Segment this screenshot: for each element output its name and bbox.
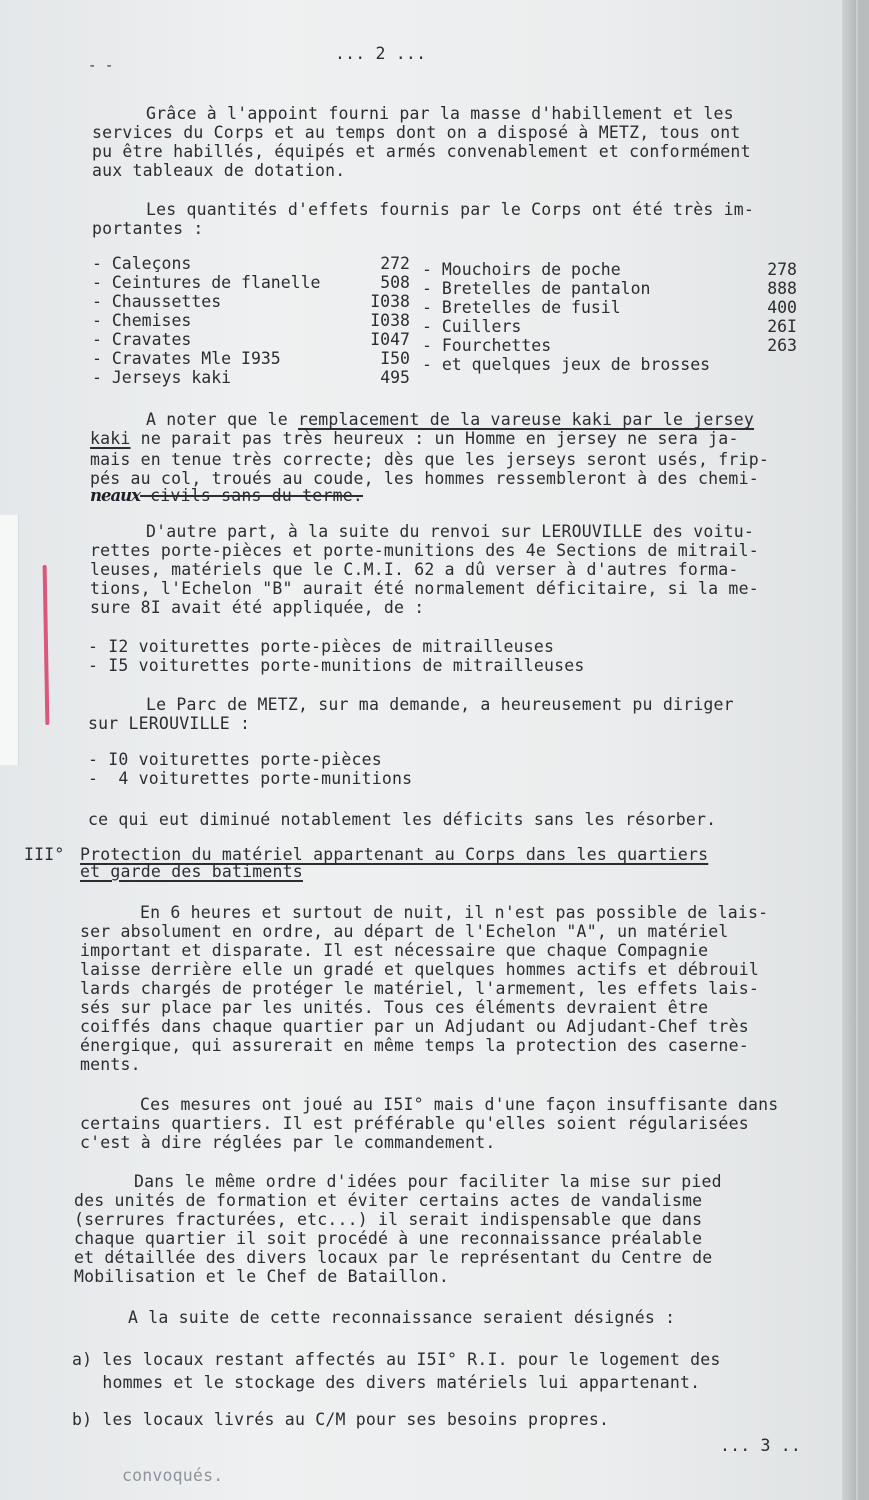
bleed-through-text: convoqués. — [122, 1466, 224, 1485]
page-header: ... 2 ... — [335, 44, 427, 63]
para9-line: (serrures fracturées, etc...) il serait indispensable que dans — [74, 1210, 703, 1229]
quantity-row: - Cravates I047 — [92, 330, 410, 349]
para3-line: kaki ne parait pas très heureux : un Homme en jersey ne sera ja- — [90, 429, 739, 448]
para7-line: ments. — [80, 1055, 141, 1074]
quantity-row: - Jerseys kaki 495 — [92, 368, 410, 387]
para8-line: certains quartiers. Il est préférable qu'elles soient régularisées — [80, 1114, 749, 1133]
margin-dash: - - — [88, 58, 114, 74]
para7-line: ser absolument en ordre, au départ de l'Echelon "A", un matériel — [80, 922, 729, 941]
para2-line: Les quantités d'effets fournis par le Corps ont été très im- — [146, 200, 755, 219]
para3-line: pés au col, troués au coude, les hommes ressembleront à des chemi- — [90, 469, 759, 488]
handwritten-correction: neaux — [90, 486, 141, 505]
para1-line: aux tableaux de dotation. — [92, 161, 346, 180]
section-title: Protection du matériel appartenant au Corps dans les quartiers — [80, 845, 709, 864]
section-number: III° — [24, 845, 65, 864]
quantity-row: - Ceintures de flanelle 508 — [92, 273, 410, 292]
quantity-row: - Chaussettes I038 — [92, 292, 410, 311]
para5-line: Le Parc de METZ, sur ma demande, a heureusement pu diriger — [146, 695, 734, 714]
red-margin-mark — [43, 565, 50, 725]
para2-line: portantes : — [92, 219, 204, 238]
quantity-row: - et quelques jeux de brosses — [422, 355, 711, 374]
para4-line: sure 8I avait été appliquée, de : — [90, 598, 425, 617]
quantity-row: - Fourchettes 263 — [422, 336, 797, 355]
para3-line: A noter que le remplacement de la vareuse kaki par le jersey — [146, 410, 755, 429]
para1-line: Grâce à l'appoint fourni par la masse d'habillement et les — [146, 104, 734, 123]
quantity-row: - Bretelles de pantalon 888 — [422, 279, 797, 298]
para4-line: tions, l'Echelon "B" aurait été normalement déficitaire, si la me- — [90, 579, 759, 598]
struck-text: civils sans du terme. — [140, 486, 363, 505]
quantities-list — [92, 254, 812, 394]
para8-line: Ces mesures ont joué au I5I° mais d'une façon insuffisante dans — [140, 1095, 779, 1114]
quantities-left-column — [92, 254, 412, 387]
quantity-row: - Cravates Mle I935 I50 — [92, 349, 410, 368]
para7-line: sés sur place par les unités. Tous ces éléments devraient être — [80, 998, 709, 1017]
list1-item: - I5 voiturettes porte-munitions de mitrailleuses — [88, 656, 585, 675]
list2-item: - 4 voiturettes porte-munitions — [88, 769, 413, 788]
quantity-row: - Chemises I038 — [92, 311, 410, 330]
para7-line: laisse derrière elle un gradé et quelques hommes actifs et débrouil — [80, 960, 759, 979]
quantity-row: - Caleçons 272 — [92, 254, 410, 273]
para1-line: services du Corps et au temps dont on a disposé à METZ, tous ont — [92, 123, 741, 142]
list1-item: - I2 voiturettes porte-pièces de mitrailleuses — [88, 637, 555, 656]
list2-item: - I0 voiturettes porte-pièces — [88, 750, 382, 769]
para6-line: ce qui eut diminué notablement les déficits sans les résorber. — [88, 810, 717, 829]
item-a-line: a) les locaux restant affectés au I5I° R.I. pour le logement des — [72, 1350, 721, 1369]
item-b-line: b) les locaux livrés au C/M pour ses besoins propres. — [72, 1410, 610, 1429]
para9-line: et détaillée des divers locaux par le représentant du Centre de — [74, 1248, 713, 1267]
binding-tape — [0, 515, 19, 765]
page-footer: ... 3 .. — [720, 1436, 802, 1455]
para7-line: coiffés dans chaque quartier par un Adjudant ou Adjudant-Chef très — [80, 1017, 749, 1036]
quantity-row: - Bretelles de fusil 400 — [422, 298, 797, 317]
para3-struck-line — [90, 486, 363, 505]
para7-line: énergique, qui assurerait en même temps la protection des caserne- — [80, 1036, 749, 1055]
para4-line: D'autre part, à la suite du renvoi sur LEROUVILLE des voitu- — [146, 522, 755, 541]
para3-line: mais en tenue très correcte; dès que les jerseys seront usés, frip- — [90, 450, 769, 469]
para4-line: leuses, matériels que le C.M.I. 62 a dû verser à d'autres forma- — [90, 560, 739, 579]
para7-line: lards chargés de protéger le matériel, l'armement, les effets lais- — [80, 979, 759, 998]
para9-line: Dans le même ordre d'idées pour faciliter la mise sur pied — [134, 1172, 722, 1191]
quantities-right-column — [422, 260, 822, 374]
para4-line: rettes porte-pièces et porte-munitions des 4e Sections de mitrail- — [90, 541, 759, 560]
para1-line: pu être habillés, équipés et armés convenablement et conformément — [92, 142, 751, 161]
page-edge-shadow — [842, 0, 856, 1500]
para10-line: A la suite de cette reconnaissance seraient désignés : — [128, 1308, 676, 1327]
quantity-row: - Mouchoirs de poche 278 — [422, 260, 797, 279]
para9-line: chaque quartier il soit procédé à une reconnaissance préalable — [74, 1229, 703, 1248]
quantity-row: - Cuillers 26I — [422, 317, 797, 336]
para5-line: sur LEROUVILLE : — [88, 714, 251, 733]
item-a-line: hommes et le stockage des divers matériels lui appartenant. — [72, 1373, 701, 1392]
section-title: et garde des batiments — [80, 862, 303, 881]
para7-line: En 6 heures et surtout de nuit, il n'est pas possible de lais- — [140, 903, 769, 922]
para7-line: important et disparate. Il est nécessaire que chaque Compagnie — [80, 941, 709, 960]
para9-line: des unités de formation et éviter certains actes de vandalisme — [74, 1191, 703, 1210]
para9-line: Mobilisation et le Chef de Bataillon. — [74, 1267, 449, 1286]
para8-line: c'est à dire réglées par le commandement. — [80, 1133, 496, 1152]
